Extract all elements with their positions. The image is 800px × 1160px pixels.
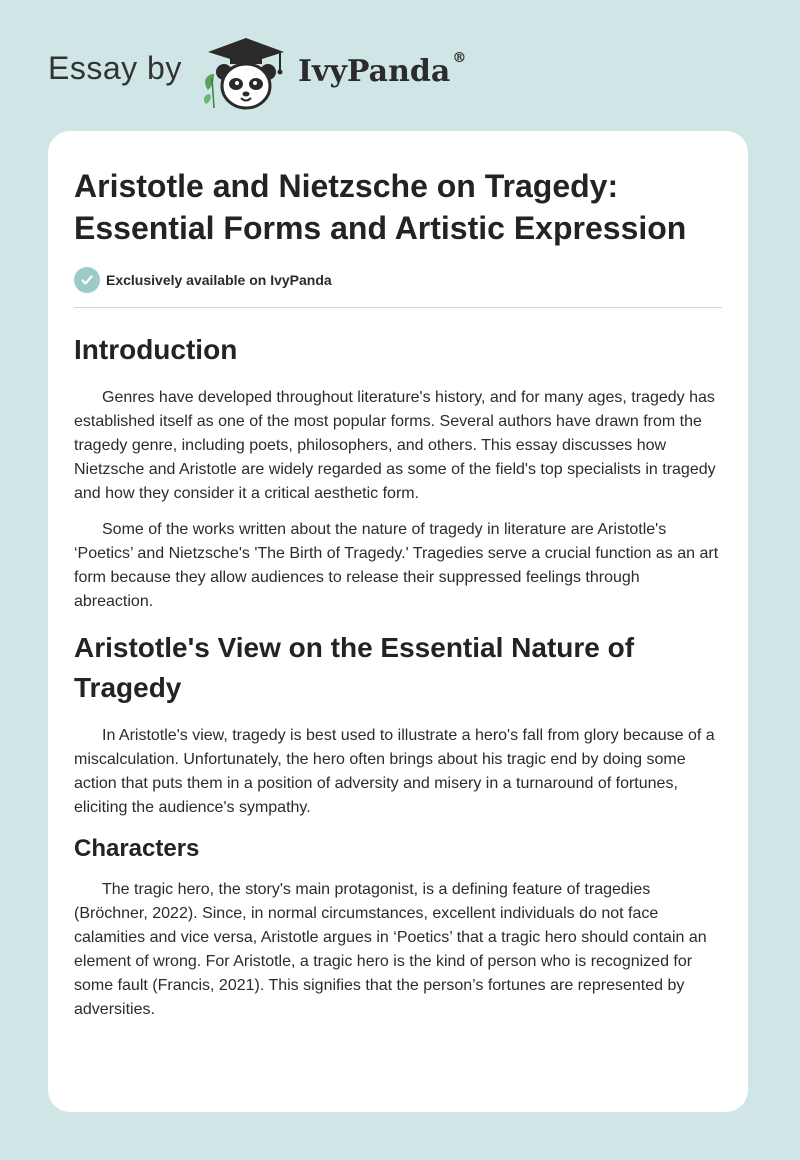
section-heading-aristotle-view: Aristotle's View on the Essential Nature of Tragedy [74, 632, 635, 703]
paragraph: Genres have developed throughout literature's history, and for many ages, tragedy has established itself as one of the most popular forms. Several authors have drawn from the tragedy genre, including poets, philosophers, and others. This essay discusses how Nietzsche and Aristotle are widely regarded as some of the field's top specialists in tragedy and how they consider it a critical aesthetic form. [74, 389, 716, 502]
exclusive-badge [74, 265, 722, 295]
site-header [48, 28, 648, 118]
brand-name[interactable]: IvyPanda ® [298, 50, 467, 89]
brand-prefix: Essay by [48, 50, 182, 86]
paragraph: The tragic hero, the story's main protagonist, is a defining feature of tragedies (Bröchner, 2022). Since, in normal circumstances, excellent individuals do not face calamities and vice versa, Aristotle argues in ‘Poetics’ that a tragic hero should contain an element of wrong. For Aristotle, a tragic hero is the kind of person who is recognized for some fault (Francis, 2021). This signifies that the person’s fortunes are represented by adversities. [74, 881, 707, 1018]
paragraph: Some of the works written about the nature of tragedy in literature are Aristotle's ‘Poetics’ and Nietzsche's 'The Birth of Tragedy.' Tragedies serve a crucial function as an art form because they allow audiences to release their suppressed feelings through abreaction. [74, 521, 719, 610]
essay-title: Aristotle and Nietzsche on Tragedy: Essential Forms and Artistic Expression [74, 168, 687, 246]
section-heading-characters: Characters [74, 835, 200, 862]
badge-text: Exclusively available on IvyPanda [106, 272, 332, 288]
essay-card [48, 131, 748, 1112]
paragraph: In Aristotle's view, tragedy is best used to illustrate a hero's fall from glory because of a miscalculation. Unfortunately, the hero often brings about his tragic end by doing some action that puts them in a position of adversity and misery in a turnaround of fortunes, eliciting the audience's sympathy. [74, 727, 715, 816]
check-circle-icon [74, 267, 100, 293]
registered-mark: ® [452, 50, 467, 66]
title-divider [74, 307, 722, 308]
section-heading-introduction: Introduction [74, 334, 238, 365]
panda-graduate-icon[interactable] [200, 34, 292, 114]
